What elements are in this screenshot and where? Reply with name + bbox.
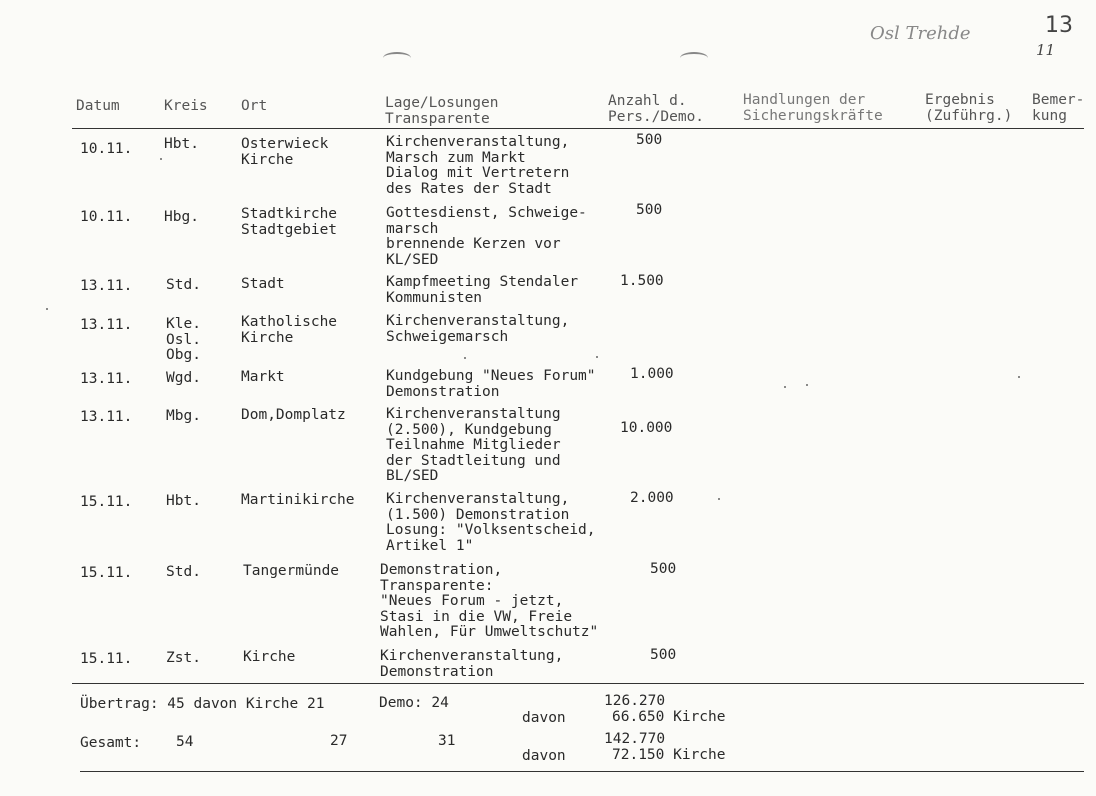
row-4-kreis: Kle. Osl. Obg. [166, 316, 201, 363]
row-9-kreis: Zst. [166, 650, 201, 666]
row-4-datum: 13.11. [80, 317, 133, 333]
row-3-kreis: Std. [166, 277, 201, 293]
speck [46, 308, 48, 310]
row-1-lage: Kirchenveranstaltung, Marsch zum Markt Dialog mit Vertretern des Rates der Stadt [386, 134, 570, 197]
uebertrag-davon: davon [522, 710, 566, 726]
row-6-ort: Dom,Domplatz [241, 407, 346, 423]
uebertrag-kirche: 66.650 Kirche [612, 709, 726, 725]
row-5-datum: 13.11. [80, 371, 133, 387]
handwritten-annotation: Osl Trehde [870, 23, 971, 44]
header-rule [72, 128, 1084, 129]
gesamt-davon: davon [522, 748, 566, 764]
row-8-lage: Demonstration, Transparente: "Neues Forum - jetzt, Stasi in die VW, Freie Wahlen, Für Umweltschutz" [380, 562, 599, 640]
row-1-datum: 10.11. [80, 141, 133, 157]
header-anzahl: Anzahl d. Pers./Demo. [608, 93, 705, 125]
speck [784, 386, 786, 388]
row-1-anzahl: 500 [636, 132, 663, 148]
header-lage: Lage/Losungen Transparente [385, 95, 499, 127]
speck [1018, 376, 1020, 378]
row-7-ort: Martinikirche [241, 492, 355, 508]
row-5-ort: Markt [241, 369, 285, 385]
speck [596, 356, 598, 358]
speck [464, 357, 466, 359]
row-9-anzahl: 500 [650, 647, 677, 663]
row-2-lage: Gottesdienst, Schweige- marsch brennende Kerzen vor KL/SED [386, 205, 587, 268]
gesamt-label: Gesamt: [80, 735, 142, 751]
row-7-lage: Kirchenveranstaltung, (1.500) Demonstration Losung: "Volksentscheid, Artikel 1" [386, 491, 596, 554]
punch-hole-mark [680, 52, 708, 64]
row-3-datum: 13.11. [80, 278, 133, 294]
gesamt-total-count: 54 [176, 734, 194, 750]
row-5-anzahl: 1.000 [630, 366, 674, 382]
row-8-ort: Tangermünde [243, 563, 340, 579]
row-9-datum: 15.11. [80, 651, 133, 667]
row-7-anzahl: 2.000 [630, 490, 674, 506]
header-kreis: Kreis [164, 98, 208, 114]
row-2-anzahl: 500 [636, 202, 663, 218]
row-5-kreis: Wgd. [166, 370, 201, 386]
row-2-ort: Stadtkirche Stadtgebiet [241, 206, 338, 238]
row-6-datum: 13.11. [80, 409, 133, 425]
gesamt-demo-count: 31 [438, 733, 456, 749]
header-ort: Ort [241, 98, 268, 114]
summary-rule-top [72, 683, 1084, 684]
row-2-kreis: Hbg. [164, 209, 199, 225]
row-8-anzahl: 500 [650, 561, 677, 577]
page-number-alt: 11 [1036, 41, 1056, 59]
row-4-lage: Kirchenveranstaltung, Schweigemarsch [386, 313, 570, 345]
speck [806, 384, 808, 386]
row-8-datum: 15.11. [80, 565, 133, 581]
header-handlungen: Handlungen der Sicherungskräfte [743, 92, 883, 124]
row-7-kreis: Hbt. [166, 493, 201, 509]
speck [160, 158, 162, 160]
gesamt-kirche: 72.150 Kirche [612, 747, 726, 763]
page-number: 13 [1045, 13, 1073, 38]
summary-rule-bottom [80, 771, 1084, 772]
speck [718, 498, 720, 500]
row-8-kreis: Std. [166, 564, 201, 580]
row-7-datum: 15.11. [80, 494, 133, 510]
row-1-ort: Osterwieck Kirche [241, 136, 329, 168]
row-9-lage: Kirchenveranstaltung, Demonstration [380, 648, 564, 680]
gesamt-kirche-count: 27 [330, 733, 348, 749]
row-6-anzahl: 10.000 [620, 420, 673, 436]
row-9-ort: Kirche [243, 649, 296, 665]
uebertrag-label: Übertrag: 45 davon Kirche 21 [80, 696, 325, 712]
row-2-datum: 10.11. [80, 209, 133, 225]
uebertrag-demo: Demo: 24 [379, 695, 449, 711]
row-3-anzahl: 1.500 [620, 273, 664, 289]
punch-hole-mark [383, 52, 411, 64]
header-bemerkung: Bemer- kung [1032, 92, 1085, 124]
gesamt-total: 142.770 [604, 731, 666, 747]
header-ergebnis: Ergebnis (Zuführg.) [925, 92, 1013, 124]
row-3-ort: Stadt [241, 276, 285, 292]
row-3-lage: Kampfmeeting Stendaler Kommunisten [386, 274, 579, 306]
header-datum: Datum [76, 98, 120, 114]
row-1-kreis: Hbt. [164, 136, 199, 152]
uebertrag-total: 126.270 [604, 693, 666, 709]
row-6-lage: Kirchenveranstaltung (2.500), Kundgebung Teilnahme Mitglieder der Stadtleitung und BL/SED [386, 406, 561, 484]
row-6-kreis: Mbg. [166, 408, 201, 424]
row-4-ort: Katholische Kirche [241, 314, 338, 346]
row-5-lage: Kundgebung "Neues Forum" Demonstration [386, 368, 596, 400]
